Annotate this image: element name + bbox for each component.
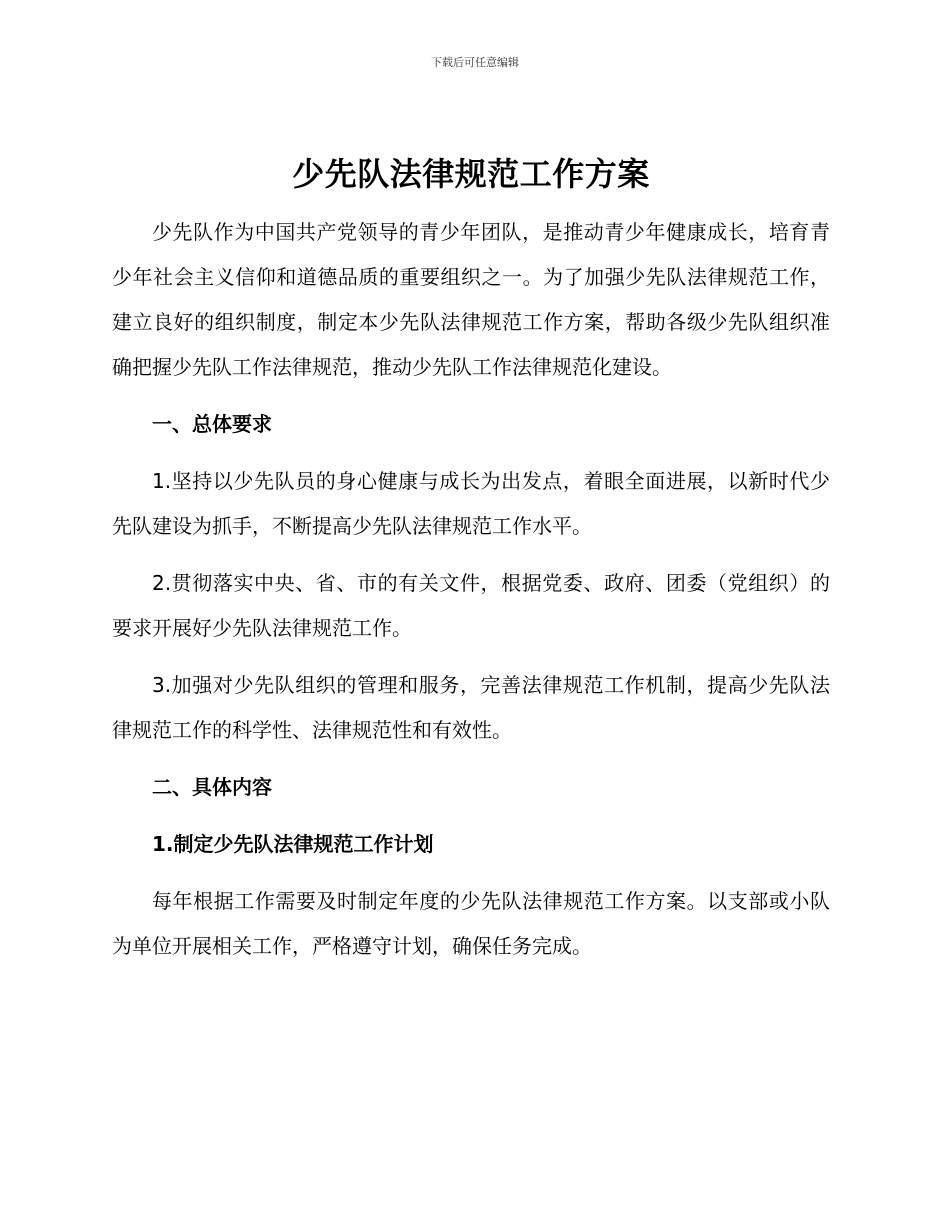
spacer (112, 447, 830, 459)
spacer (112, 867, 830, 879)
document-title: 少先队法律规范工作方案 (292, 155, 650, 193)
work-plan-paragraph: 每年根据工作需要及时制定年度的少先队法律规范工作方案。以支部或小队为单位开展相关工作，严格遵守计划，确保任务完成。 (112, 889, 830, 958)
subsection-heading-work-plan: 1.制定少先队法律规范工作计划 (152, 832, 434, 856)
section-heading-general-requirements: 一、总体要求 (152, 412, 272, 436)
spacer (112, 810, 830, 822)
spacer (112, 390, 830, 402)
requirement-item-1: 1.坚持以少先队员的身心健康与成长为出发点，着眼全面进展，以新时代少先队建设为抓手，不断提高少先队法律规范工作水平。 (112, 469, 830, 538)
header-note: 下载后可任意编辑 (431, 56, 519, 69)
spacer (112, 549, 830, 561)
spacer (112, 753, 830, 765)
intro-paragraph: 少先队作为中国共产党领导的青少年团队，是推动青少年健康成长，培育青少年社会主义信仰和道德品质的重要组织之一。为了加强少先队法律规范工作，建立良好的组织制度，制定本少先队法律规范工作方案，帮助各级少先队组织准确把握少先队工作法律规范，推动少先队工作法律规范化建设。 (112, 220, 830, 379)
section-heading-specific-content: 二、具体内容 (152, 775, 272, 799)
document-body (112, 150, 830, 969)
spacer (112, 651, 830, 663)
requirement-item-3: 3.加强对少先队组织的管理和服务，完善法律规范工作机制，提高少先队法律规范工作的科学性、法律规范性和有效性。 (112, 673, 830, 742)
requirement-item-2: 2.贯彻落实中央、省、市的有关文件，根据党委、政府、团委（党组织）的要求开展好少先队法律规范工作。 (112, 571, 830, 640)
